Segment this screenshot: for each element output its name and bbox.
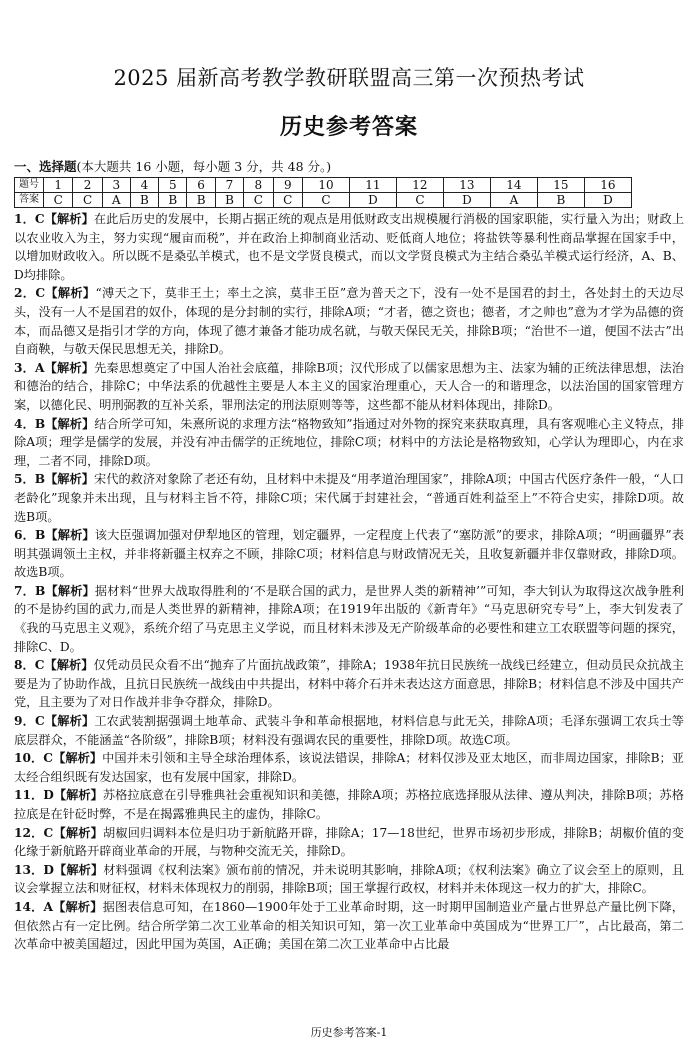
row-label: 题号	[15, 178, 44, 193]
explanation-item	[14, 582, 684, 656]
item-text: 工农武装割据强调土地革命、武装斗争和革命根据地，材料信息与此无关，排除A项；毛泽东强调工农兵士等底层群众，不能涵盖“各阶级”，排除B项；材料没有强调农民的重要性，排除D项。故选C项。	[14, 714, 684, 747]
explanation-item	[14, 749, 684, 786]
explanation-item	[14, 359, 684, 415]
item-head: 11．D【解析】	[14, 788, 103, 803]
question-number: 11	[349, 178, 396, 193]
answer-cell: D	[443, 193, 490, 208]
item-text: 先秦思想奠定了中国人治社会底蕴，排除B项；汉代形成了以儒家思想为主、法家为辅的正统法律思想，法治和德治的结合，排除C；中华法系的优越性主要是人本主义的国家治理重心，天人合一的和谐理念，以法治国的国家管理方案，以德化民、明刑弼教的互补关系，罪刑法定的刑法原则等等，这些都不能从材料体现出，排除D。	[14, 360, 684, 412]
item-text: “溥天之下，莫非王土；率土之滨，莫非王臣”意为普天之下，没有一处不是国君的封土，各处封土的天边尽头，没有一人不是国君的奴仆，体现的是分封制的实行，排除A项；“才者，德之资也；德者，才之帅也”意为才学为品德的资本，而品德又是指引才学的方向，体现了德才兼备才能功成名就，与敬天保民无关，排除B项；“治世不一道，便国不法古”出自商鞅，与敬天保民思想无关，排除D。	[14, 286, 684, 357]
item-text: 材料强调《权利法案》颁布前的情况，并未说明其影响，排除A项；《权利法案》确立了议会至上的原则，且议会掌握立法和财征权，材料未体现权力的削弱，排除B项；国王掌握行政权，材料并未体现这一权力的扩大，排除C。	[14, 862, 684, 896]
answer-cell: C	[44, 193, 73, 208]
question-number: 5	[159, 178, 187, 193]
row-label: 答案	[15, 193, 44, 208]
question-number: 9	[273, 178, 302, 193]
item-text: 苏格拉底意在引导雅典社会重视知识和美德，排除A项；苏格拉底选择服从法律、遵从判决，排除B项；苏格拉底是在针砭时弊，不是在揭露雅典民主的虚伪，排除C。	[14, 788, 684, 821]
item-head: 1．C【解析】	[14, 212, 94, 226]
answer-cell: C	[244, 193, 273, 208]
answer-key-title: 历史参考答案	[279, 114, 418, 140]
question-number: 16	[584, 178, 631, 193]
answer-cell: D	[349, 193, 396, 208]
explanation-item	[14, 470, 684, 526]
answer-cell: D	[584, 193, 631, 208]
item-head: 14．A【解析】	[14, 899, 103, 914]
answer-cell: C	[302, 193, 349, 208]
item-head: 2．C【解析】	[14, 286, 96, 301]
explanations	[14, 210, 684, 954]
explanation-item	[14, 861, 684, 898]
explanation-item	[14, 786, 684, 823]
question-number: 13	[443, 178, 490, 193]
answer-cell: B	[159, 193, 187, 208]
exam-title: 2025 届新高考教学教研联盟高三第一次预热考试	[113, 66, 585, 90]
question-number-row	[15, 178, 632, 193]
explanation-item	[14, 656, 684, 712]
item-text: 结合所学可知，朱熹所说的求理方法“格物致知”指通过对外物的探究来获取真理，具有客观唯心主义特点，排除A项；理学是儒学的发展，并没有冲击儒学的正统地位，排除C项；材料中的方法论是格物致知，心学认为理即心，内在求理，二者不同，排除D项。	[14, 416, 684, 468]
question-number: 10	[302, 178, 349, 193]
explanation-item	[14, 284, 684, 358]
item-head: 4．B【解析】	[14, 416, 95, 431]
item-head: 7．B【解析】	[14, 583, 95, 598]
section-label: 一、选择题	[14, 159, 77, 174]
question-number: 3	[102, 178, 130, 193]
answer-row	[15, 193, 632, 208]
answer-cell: C	[73, 193, 102, 208]
item-head: 12．C【解析】	[14, 825, 103, 840]
question-number: 12	[396, 178, 443, 193]
item-head: 10．C【解析】	[14, 751, 103, 766]
item-text: 该大臣强调加强对伊犁地区的管理，划定疆界，一定程度上代表了“塞防派”的要求，排除A项；“明画疆界”表明其强调领土主权，并非将新疆主权弃之不顾，排除C项；材料信息与财政情况无关，且收复新疆并非仅靠财政，排除D项。故选B项。	[14, 528, 685, 580]
item-head: 3．A【解析】	[14, 360, 95, 375]
item-text: 宋代的救济对象除了老还有幼，且材料中未提及“用孝道治理国家”，排除A项；中国古代医疗条件一般，“人口老龄化”现象并未出现，且与材料主旨不符，排除C项；宋代属于封建社会，“普通百姓利益至上”不符合史实，排除D项。故选B项。	[14, 472, 685, 524]
answer-cell: B	[215, 193, 243, 208]
answer-cell: B	[187, 193, 215, 208]
item-text: 仅凭动员民众看不出“抛弃了片面抗战政策”，排除A；1938年抗日民族统一战线已经建立，但动员民众抗战主要是为了协助作战，且抗日民族统一战线由中共提出，材料中蒋介石并未表达这方面意思，排除B；材料信息不涉及中国共产党，且主要为了对日作战并非争夺群众，排除D。	[14, 658, 684, 710]
item-head: 8．C【解析】	[14, 658, 94, 673]
explanation-item	[14, 824, 684, 861]
question-number: 8	[244, 178, 273, 193]
question-number: 14	[490, 178, 537, 193]
question-number: 1	[44, 178, 73, 193]
item-head: 9．C【解析】	[14, 714, 95, 729]
item-text: 据材料“世界大战取得胜利的‘不是联合国的武力，是世界人类的新精神’”可知，李大钊认为取得这次战争胜利的不是协约国的武力,而是人类世界的新精神，排除A项；在1919年出版的《新青年》“马克思研究专号”上，李大钊发表了《我的马克思主义观》，系统介绍了马克思主义学说，而且材料未涉及无产阶级革命的必要性和建立工农联盟等问题的探究，排除C、D。	[14, 583, 684, 654]
question-number: 4	[130, 178, 158, 193]
question-number: 6	[187, 178, 215, 193]
explanation-item	[14, 898, 684, 954]
explanation-item	[14, 210, 684, 284]
explanation-item	[14, 712, 684, 749]
answer-cell: B	[130, 193, 158, 208]
section-heading	[14, 157, 331, 175]
item-text: 中国并未引领和主导全球治理体系，该说法错误，排除A；材料仅涉及亚太地区，而非周边国家，排除B；亚太经合组织既有发达国家，也有发展中国家，排除D。	[14, 751, 684, 784]
explanation-item	[14, 526, 684, 582]
item-head: 5．B【解析】	[14, 472, 94, 487]
explanation-item	[14, 415, 684, 471]
answer-table	[14, 177, 632, 208]
answer-cell: C	[396, 193, 443, 208]
item-head: 13．D【解析】	[14, 862, 104, 877]
question-number: 15	[537, 178, 584, 193]
page-footer: 历史参考答案-1	[310, 1026, 388, 1039]
item-text: 据图表信息可知，在1860—1900年处于工业革命时期，这一时期甲国制造业产量占世界总产量比例下降，但依然占有一定比例。结合所学第二次工业革命的相关知识可知，第一次工业革命中英国成为“世界工厂”，占比最高，第二次革命中被美国超过，因此甲国为英国，A正确；美国在第二次工业革命中占比最	[14, 899, 684, 952]
answer-cell: B	[537, 193, 584, 208]
item-head: 6．B【解析】	[14, 528, 95, 543]
question-number: 2	[73, 178, 102, 193]
answer-cell: A	[102, 193, 130, 208]
item-text: 胡椒回归调料本位是归功于新航路开辟，排除A；17—18世纪，世界市场初步形成，排除B；胡椒价值的变化缘于新航路开辟商业革命的开展，与物种交流无关，排除D。	[14, 825, 684, 859]
question-number: 7	[215, 178, 243, 193]
section-note: (本大题共 16 小题，每小题 3 分，共 48 分。)	[76, 159, 332, 174]
item-text: 在此后历史的发展中，长期占据正统的观点是用低财政支出规模履行消极的国家职能，实行量入为出；财政上以农业收入为主，努力实现“履亩而税”，并在政治上抑制商业活动、贬低商人地位；将盐铁等暴利性商品掌握在国家手中，以增加财政收入。所以既不是桑弘羊模式，也不是文学贤良模式，而以文学贤良模式为主结合桑弘羊模式运行经济，A、B、D均排除。	[14, 212, 685, 282]
answer-cell: A	[490, 193, 537, 208]
answer-cell: C	[273, 193, 302, 208]
